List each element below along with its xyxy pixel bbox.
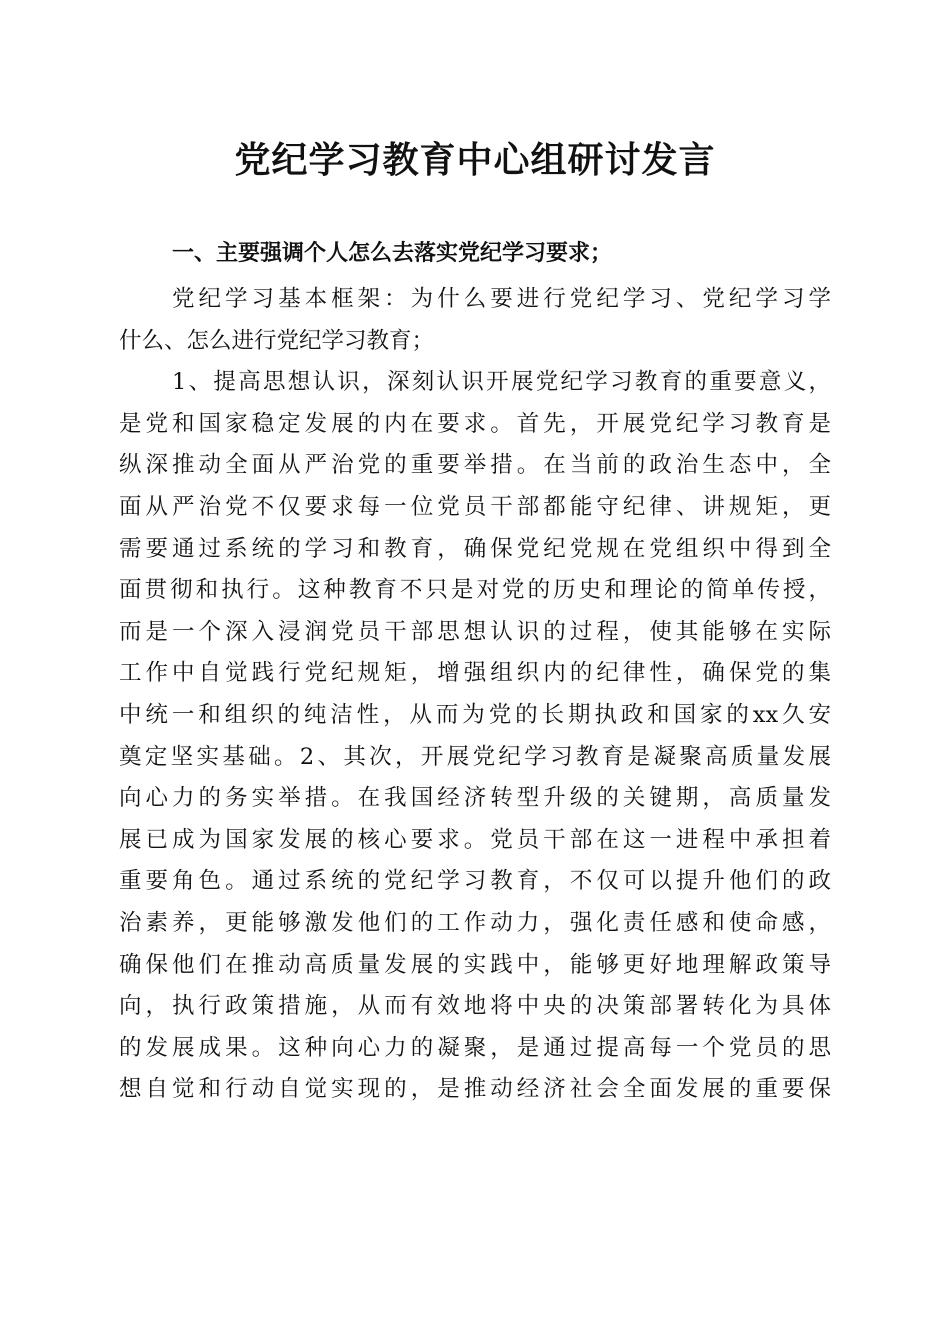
paragraph-line: 中统一和组织的纯洁性，从而为党的长期执政和国家的xx久安 (119, 701, 831, 728)
paragraph-line: 奠定坚实基础。2、其次，开展党纪学习教育是凝聚高质量发展 (119, 743, 831, 770)
paragraph-line: 展已成为国家发展的核心要求。党员干部在这一进程中承担着 (119, 826, 831, 853)
document-title: 党纪学习教育中心组研讨发言 (234, 139, 716, 181)
paragraph-line: 党纪学习基本框架：为什么要进行党纪学习、党纪学习学 (172, 286, 831, 312)
paragraph-line: 面贯彻和执行。这种教育不只是对党的历史和理论的简单传授， (119, 577, 831, 604)
paragraph-line: 向心力的务实举措。在我国经济转型升级的关键期，高质量发 (119, 785, 831, 812)
paragraph-line: 治素养，更能够激发他们的工作动力，强化责任感和使命感， (119, 909, 831, 936)
paragraph-line: 而是一个深入浸润党员干部思想认识的过程，使其能够在实际 (119, 618, 831, 645)
paragraph-line: 什么、怎么进行党纪学习教育； (119, 327, 435, 354)
paragraph-line: 面从严治党不仅要求每一位党员干部都能守纪律、讲规矩，更 (119, 493, 831, 520)
paragraph-line: 是党和国家稳定发展的内在要求。首先，开展党纪学习教育是 (119, 410, 831, 437)
paragraph-line: 确保他们在推动高质量发展的实践中，能够更好地理解政策导 (119, 951, 831, 978)
paragraph-line: 向，执行政策措施，从而有效地将中央的决策部署转化为具体 (119, 993, 831, 1020)
paragraph-line: 想自觉和行动自觉实现的，是推动经济社会全面发展的重要保 (119, 1076, 831, 1103)
section-heading: 一、主要强调个人怎么去落实党纪学习要求； (172, 241, 613, 266)
paragraph-line: 重要角色。通过系统的党纪学习教育，不仅可以提升他们的政 (119, 868, 831, 895)
paragraph-line: 需要通过系统的学习和教育，确保党纪党规在党组织中得到全 (119, 535, 831, 562)
paragraph-line: 的发展成果。这种向心力的凝聚，是通过提高每一个党员的思 (119, 1034, 831, 1061)
paragraph-line: 1、提高思想认识，深刻认识开展党纪学习教育的重要意义， (172, 369, 831, 396)
document-body (119, 279, 831, 1111)
paragraph-line: 工作中自觉践行党纪规矩，增强组织内的纪律性，确保党的集 (119, 660, 831, 687)
paragraph-line: 纵深推动全面从严治党的重要举措。在当前的政治生态中，全 (119, 452, 831, 479)
